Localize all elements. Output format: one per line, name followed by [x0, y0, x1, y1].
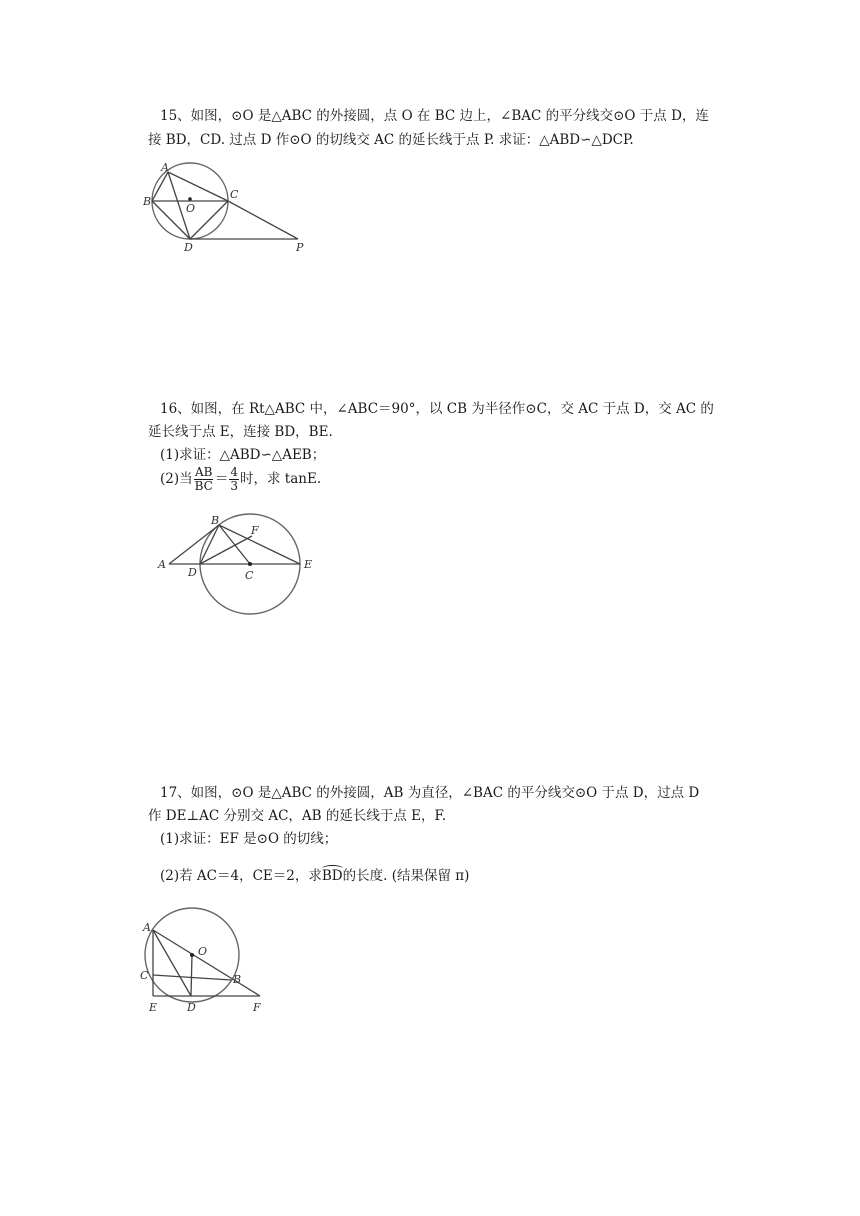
figure-17-line-OD — [191, 955, 192, 996]
arc-bd: BD — [321, 868, 343, 884]
figure-17-point-O — [190, 953, 194, 957]
figure-17-label-A: A — [143, 921, 151, 934]
figure-15-label-O: O — [186, 202, 196, 215]
figure-17-label-C: C — [140, 969, 149, 982]
problem-16-line-4 — [160, 466, 321, 493]
figure-15-label-B: B — [143, 195, 152, 208]
figure-16-line-BC — [219, 525, 250, 564]
problem-17-part2-prefix: (2)若 AC＝4，CE＝2，求 — [160, 868, 322, 884]
figure-17 — [135, 903, 275, 1018]
fraction-4-3 — [229, 466, 239, 493]
figure-16-line-DF — [200, 536, 252, 564]
figure-17-label-E: E — [149, 1001, 158, 1014]
figure-16-label-F: F — [251, 524, 259, 537]
figure-17-line-AF — [153, 930, 260, 996]
figure-16-label-D: D — [188, 566, 197, 579]
figure-15 — [138, 158, 308, 268]
problem-15-line-2: 接 BD，CD. 过点 D 作⊙O 的切线交 AC 的延长线于点 P. 求证：△ABD∽△DCP. — [148, 132, 634, 148]
figure-17-label-F: F — [253, 1001, 261, 1014]
figure-16-label-A: A — [158, 558, 166, 571]
figure-17-label-D: D — [187, 1001, 196, 1014]
figure-17-line-AD — [153, 930, 191, 996]
problem-17-line-1: 17、如图，⊙O 是△ABC 的外接圆，AB 为直径，∠BAC 的平分线交⊙O 于点 D，过点 D — [160, 785, 700, 801]
fraction-numerator: 4 — [230, 465, 238, 479]
figure-15-label-P: P — [296, 241, 304, 254]
figure-17-label-B: B — [233, 973, 242, 986]
problem-17-line-4 — [160, 867, 469, 885]
figure-16-label-E: E — [304, 558, 313, 571]
problem-16-part2-suffix: 时，求 tanE. — [240, 471, 322, 487]
fraction-denominator: BC — [194, 479, 213, 493]
figure-16 — [155, 510, 325, 620]
figure-15-label-A: A — [161, 161, 169, 174]
figure-15-label-C: C — [230, 188, 239, 201]
problem-16-line-1: 16、如图，在 Rt△ABC 中，∠ABC＝90°，以 CB 为半径作⊙C，交 AC 于点 D，交 AC 的 — [160, 401, 714, 417]
figure-16-label-C: C — [245, 569, 254, 582]
fraction-denominator: 3 — [230, 479, 238, 493]
figure-15-point-O — [188, 197, 192, 201]
figure-16-point-C — [248, 562, 252, 566]
equals-sign: ＝ — [214, 471, 229, 487]
fraction-ab-bc — [194, 466, 214, 493]
figure-17-label-O: O — [198, 945, 208, 958]
figure-16-label-B: B — [211, 514, 220, 527]
problem-16-line-3: (1)求证：△ABD∽△AEB； — [160, 447, 326, 463]
figure-15-line-CP — [228, 201, 298, 239]
problem-16-line-2: 延长线于点 E，连接 BD，BE. — [148, 424, 333, 440]
problem-16-part2-prefix: (2)当 — [160, 471, 193, 487]
problem-17-part2-suffix: 的长度. (结果保留 π) — [342, 868, 470, 884]
figure-15-label-D: D — [184, 241, 193, 254]
problem-17-line-2: 作 DE⊥AC 分别交 AC，AB 的延长线于点 E，F. — [148, 808, 447, 824]
problem-15-line-1: 15、如图，⊙O 是△ABC 的外接圆，点 O 在 BC 边上，∠BAC 的平分线交⊙O 于点 D，连 — [160, 108, 709, 124]
problem-17-line-3: (1)求证：EF 是⊙O 的切线； — [160, 831, 338, 847]
fraction-numerator: AB — [195, 465, 213, 479]
